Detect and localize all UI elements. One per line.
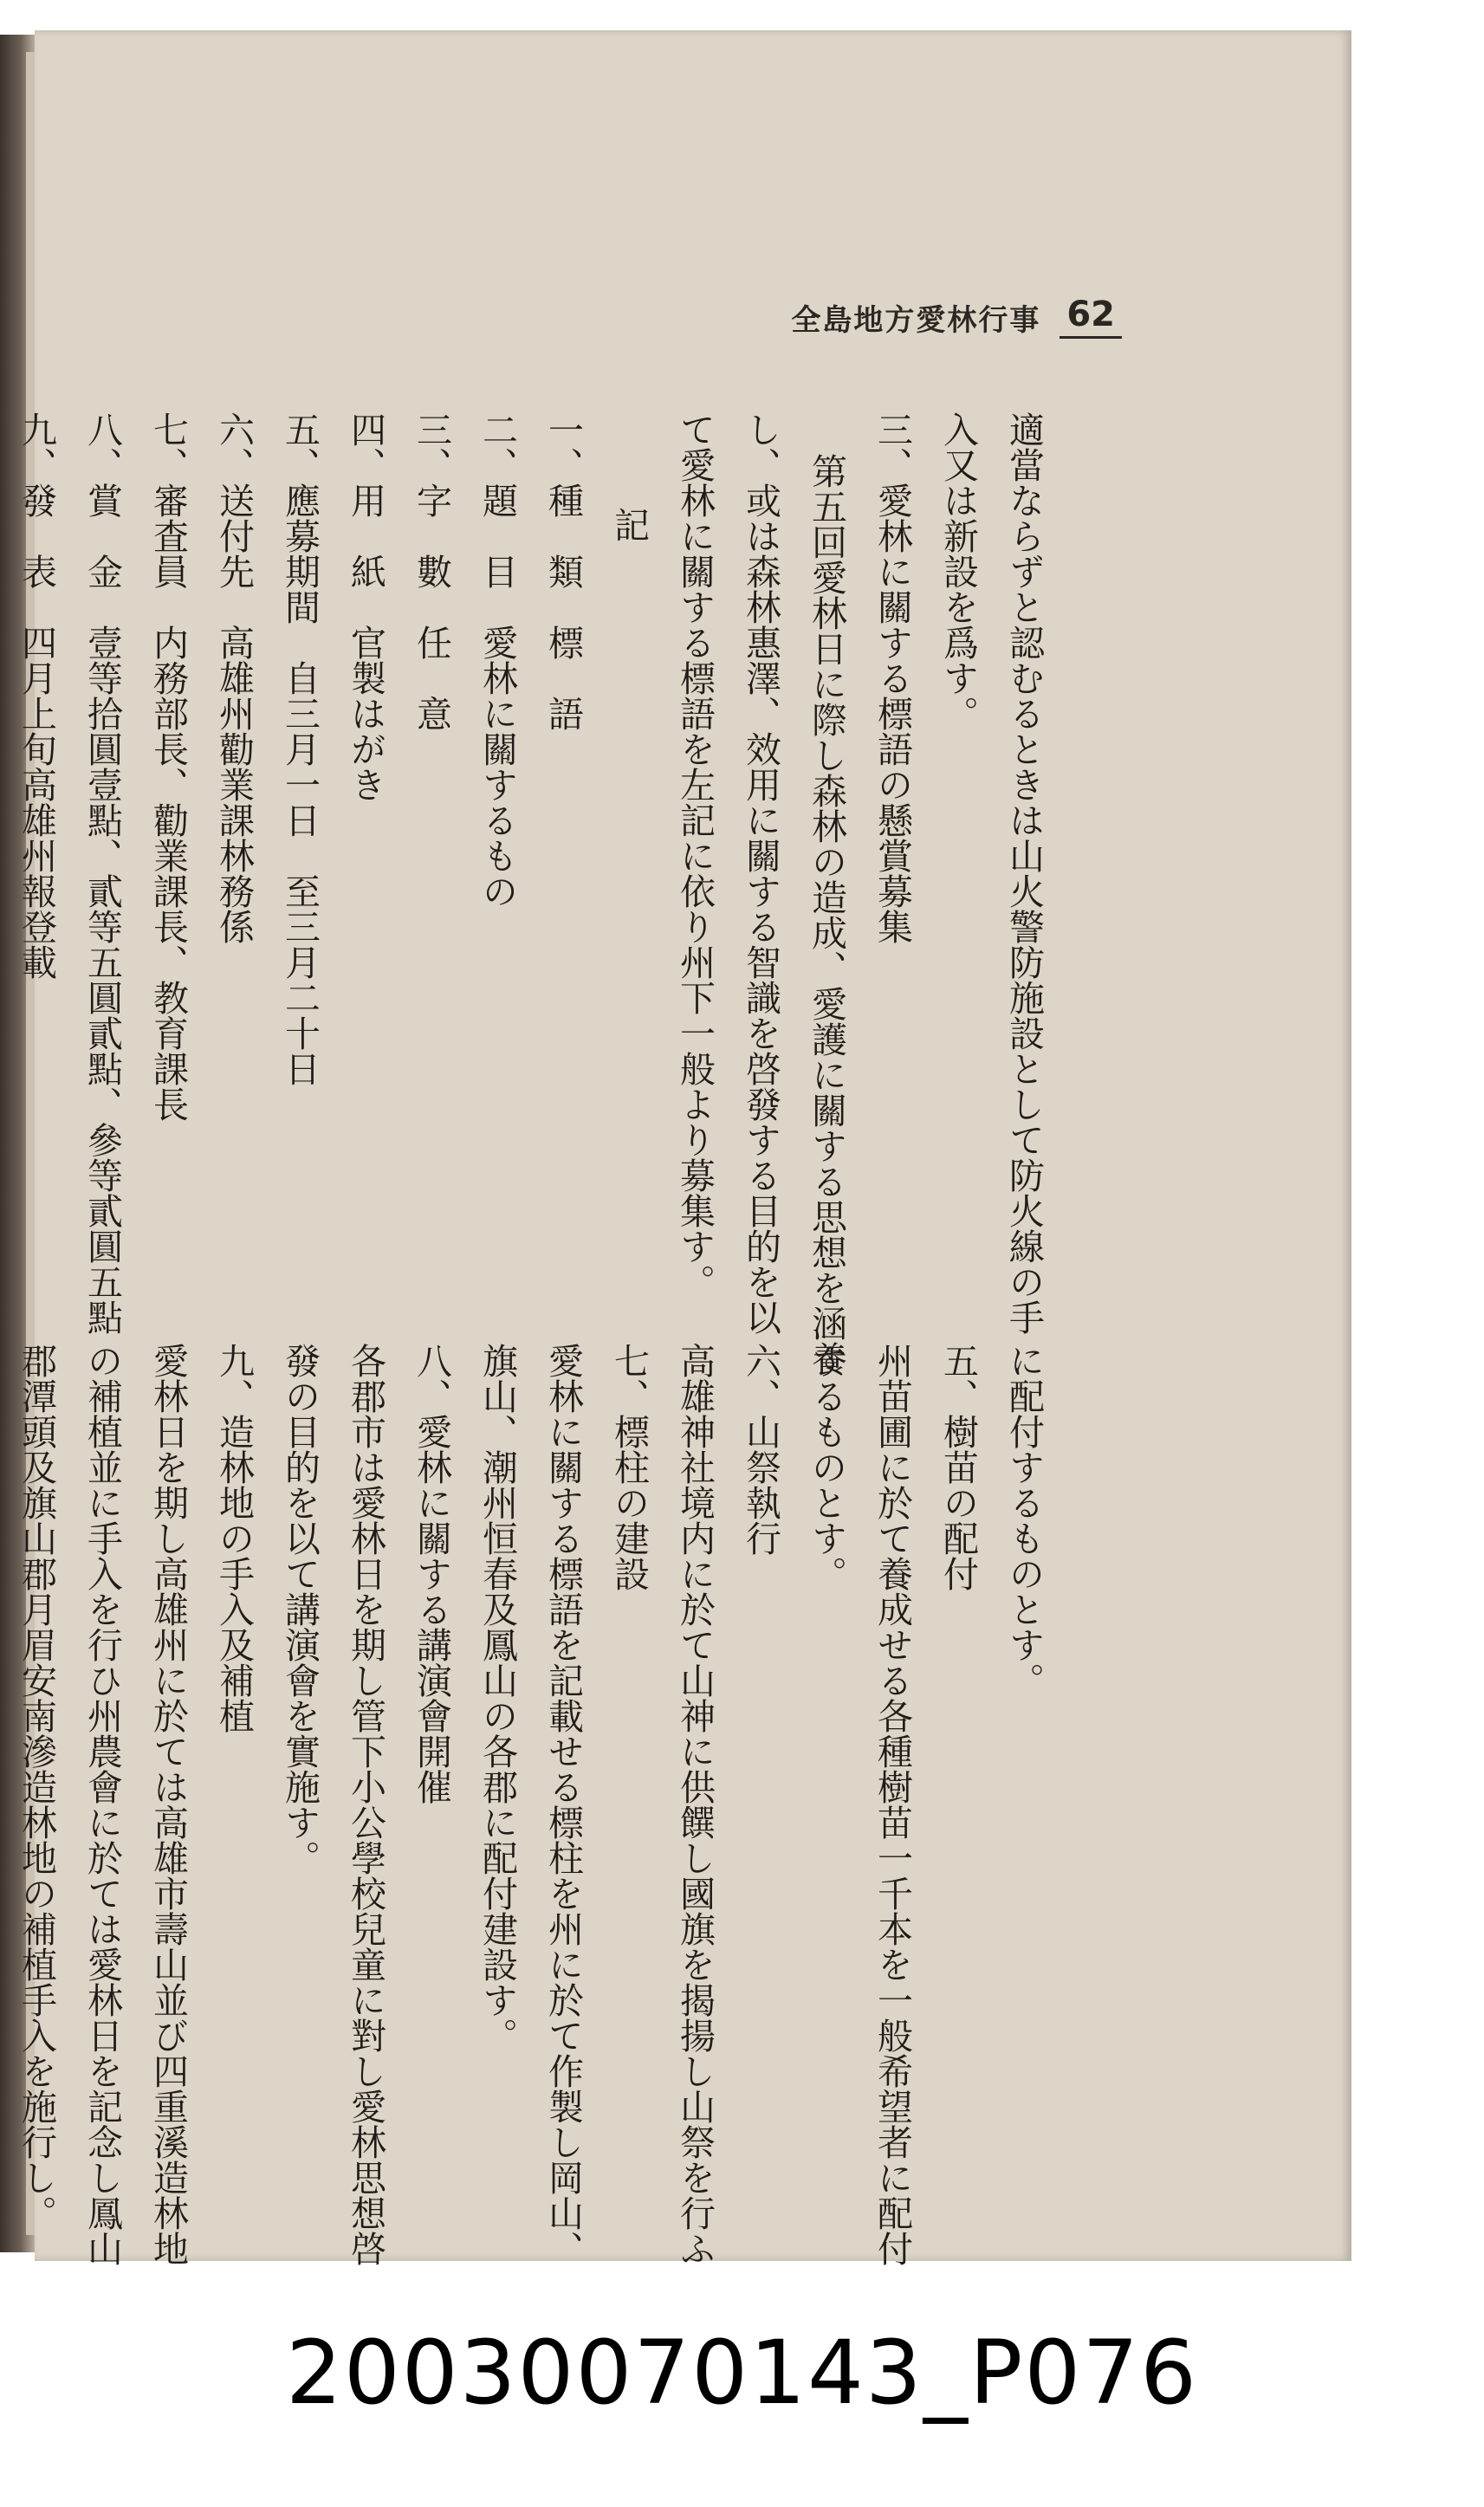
upper-text-block: [0, 411, 1057, 1377]
list-item: 三、字 數 任 意: [411, 411, 452, 731]
text-column: 發の目的を以て講演會を實施す。: [279, 1343, 321, 1875]
text-column: の補植並に手入を行ひ州農會に於ては愛林日を記念し鳳山: [81, 1343, 123, 2266]
list-item: 九、發 表 四月上旬高雄州報登載: [16, 411, 57, 980]
text-column: 州苗圃に於て養成せる各種樹苗一千本を一般希望者に配付: [872, 1343, 913, 2266]
list-item: 四、用 紙 官製はがき: [345, 411, 386, 802]
text-column: 第五回愛林日に際し森林の造成、愛護に關する思想を涵養: [806, 453, 847, 1377]
archive-id-caption: 20030070143_P076: [285, 2322, 1199, 2425]
running-title: 全島地方愛林行事: [791, 303, 1041, 338]
section-heading: 五、樹苗の配付: [937, 1343, 979, 1591]
list-item: 七、審査員 内務部長、勸業課長、教育課長: [147, 411, 189, 1122]
lower-text-block: [0, 1343, 1057, 2266]
text-column: 旗山、潮州恒春及鳳山の各郡に配付建設す。: [476, 1343, 518, 2053]
text-column: 各郡市は愛林日を期し管下小公學校兒童に對し愛林思想啓: [345, 1343, 386, 2266]
text-column: するものとす。: [806, 1343, 847, 1591]
section-heading: 七、標柱の建設: [608, 1343, 650, 1591]
text-column: に配付するものとす。: [1003, 1343, 1045, 1698]
section-heading: 八、愛林に關する講演會開催: [411, 1343, 452, 1804]
text-column: 入又は新設を爲す。: [937, 411, 979, 731]
page-header: [791, 295, 1122, 339]
book-page: [16, 30, 1351, 2266]
section-heading: 六、山祭執行: [740, 1343, 781, 1556]
text-column: 愛林日を期し高雄州に於ては高雄市壽山並び四重溪造林地: [147, 1343, 189, 2266]
text-column: 高雄神社境内に於て山神に供饌し國旗を揭揚し山祭を行ふ: [674, 1343, 716, 2266]
list-item: 五、應募期間 自三月一日 至三月二十日: [279, 411, 321, 1086]
list-item: 六、送付先 高雄州勸業課林務係: [213, 411, 255, 944]
section-heading: 三、愛林に關する標語の懸賞募集: [872, 411, 913, 944]
text-column: 郡潭頭及旗山郡月眉安南滲造林地の補植手入を施行し。: [16, 1343, 57, 2231]
text-column: 愛林に關する標語を記載せる標柱を州に於て作製し岡山、: [542, 1343, 584, 2266]
list-item: 二、題 目 愛林に關するもの: [476, 411, 518, 909]
ki-marker: 記: [608, 507, 650, 542]
list-item: 一、種 類 標 語: [542, 411, 584, 731]
list-item: 八、賞 金 壹等拾圓壹點、貳等五圓貳點、參等貳圓五點: [81, 411, 123, 1335]
text-column: 適當ならずと認むるときは山火警防施設として防火線の手: [1003, 411, 1045, 1335]
section-heading: 九、造林地の手入及補植: [213, 1343, 255, 1733]
text-column: て愛林に關する標語を左記に依り州下一般より募集す。: [674, 411, 716, 1299]
page-number: 62: [1060, 295, 1122, 339]
text-column: し、或は森林惠澤、效用に關する智識を啓發する目的を以: [740, 411, 781, 1335]
